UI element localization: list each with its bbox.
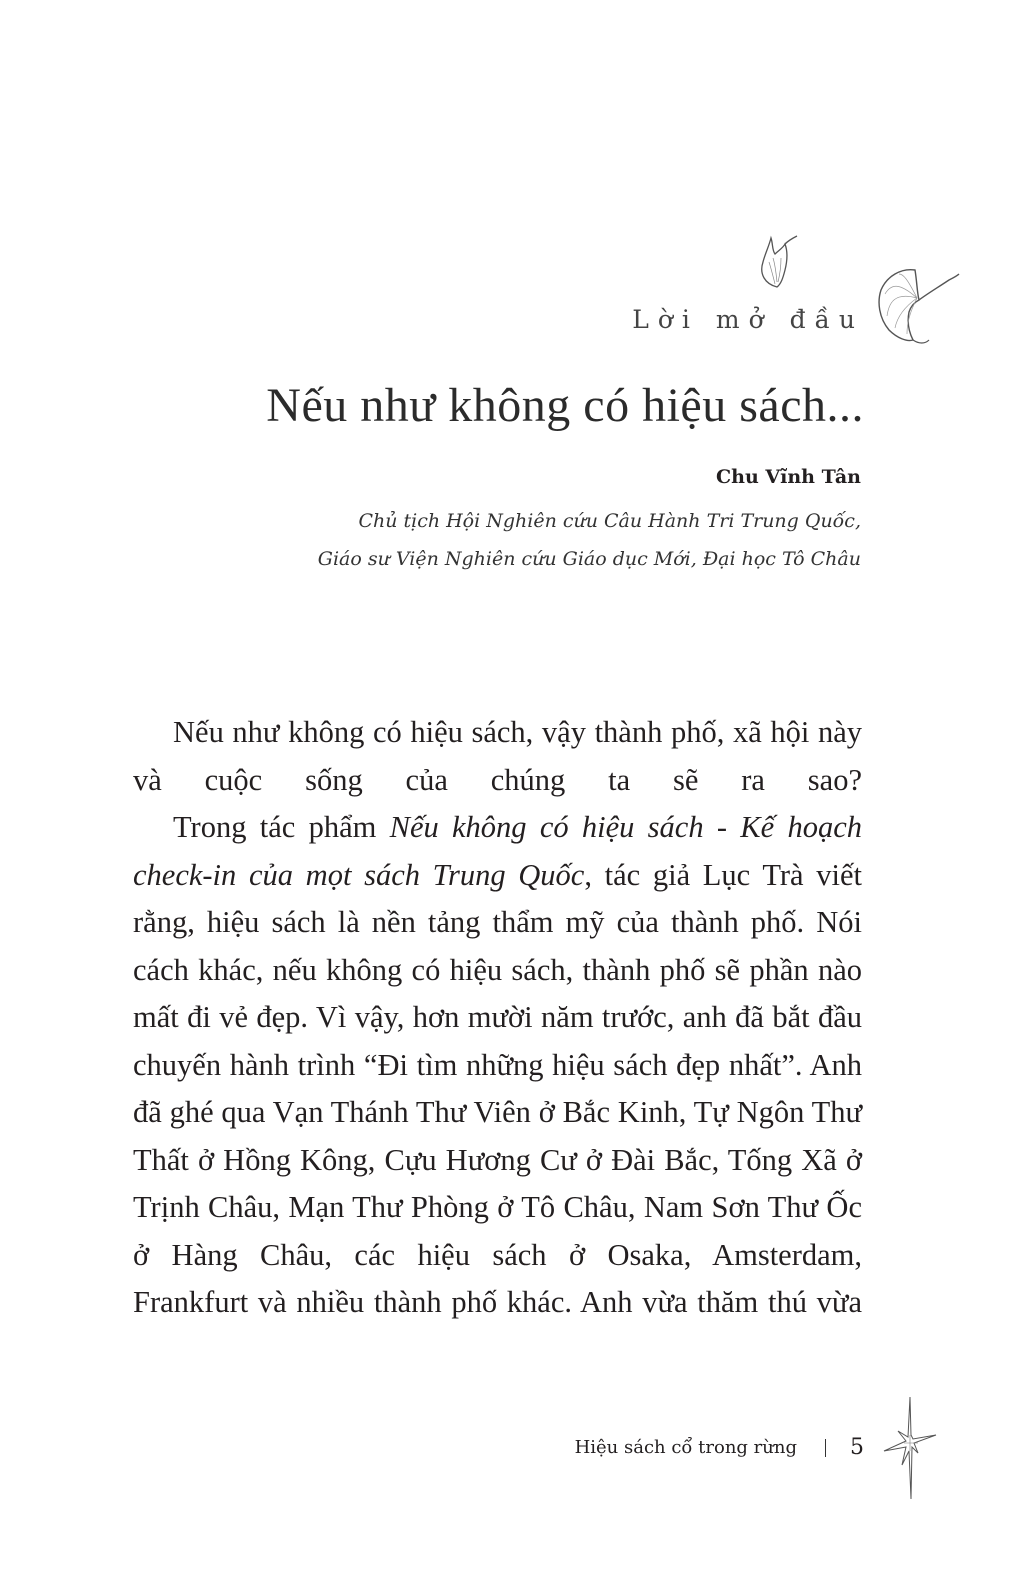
small-ginkgo-leaf-icon bbox=[755, 232, 805, 292]
body-text bbox=[133, 709, 862, 1327]
author-title-line-1: Chủ tịch Hội Nghiên cứu Câu Hành Tri Trung Quốc, bbox=[358, 510, 861, 532]
author-block bbox=[318, 466, 861, 578]
footer-divider bbox=[825, 1439, 826, 1457]
page-footer bbox=[575, 1435, 864, 1460]
large-ginkgo-leaf-icon bbox=[873, 262, 963, 352]
section-label: Lời mở đầu bbox=[632, 305, 864, 334]
chapter-title: Nếu như không có hiệu sách... bbox=[266, 379, 864, 432]
star-sparkle-icon bbox=[880, 1395, 940, 1505]
author-name: Chu Vĩnh Tân bbox=[716, 466, 861, 488]
paragraph-1: Nếu như không có hiệu sách, vậy thành phố, xã hội này và cuộc sống của chúng ta sẽ ra sao? bbox=[133, 715, 862, 797]
paragraph-2-rest: , tác giả Lục Trà viết rằng, hiệu sách là nền tảng thẩm mỹ của thành phố. Nói cách khác, nếu không có hiệu sách, thành phố sẽ phần nào mất đi vẻ đẹp. Vì vậy, hơn mười năm trước, anh đã bắt đầu chuyến hành trình “Đi tìm những hiệu sách đẹp nhất”. Anh đã ghé qua Vạn Thánh Thư Viên ở Bắc Kinh, Tự Ngôn Thư Thất ở Hồng Kông, Cựu Hương Cư ở Đài Bắc, Tống Xã ở Trịnh Châu, Mạn Thư Phòng ở Tô Châu, Nam Sơn Thư Ốc ở Hàng Châu, các hiệu sách ở Osaka, Amsterdam, Frankfurt và nhiều thành phố khác. Anh vừa thăm thú vừa bbox=[133, 857, 863, 1319]
author-title-line-2: Giáo sư Viện Nghiên cứu Giáo dục Mới, Đại học Tô Châu bbox=[317, 548, 861, 570]
paragraph-2-prefix: Trong tác phẩm bbox=[173, 810, 390, 844]
book-title-italic: Nếu không có hiệu sách - Kế hoạch check-in của mọt sách Trung Quốc bbox=[133, 810, 862, 892]
running-title: Hiệu sách cổ trong rừng bbox=[574, 1437, 797, 1458]
page-number: 5 bbox=[850, 1435, 864, 1460]
paragraph-2 bbox=[133, 804, 862, 1327]
